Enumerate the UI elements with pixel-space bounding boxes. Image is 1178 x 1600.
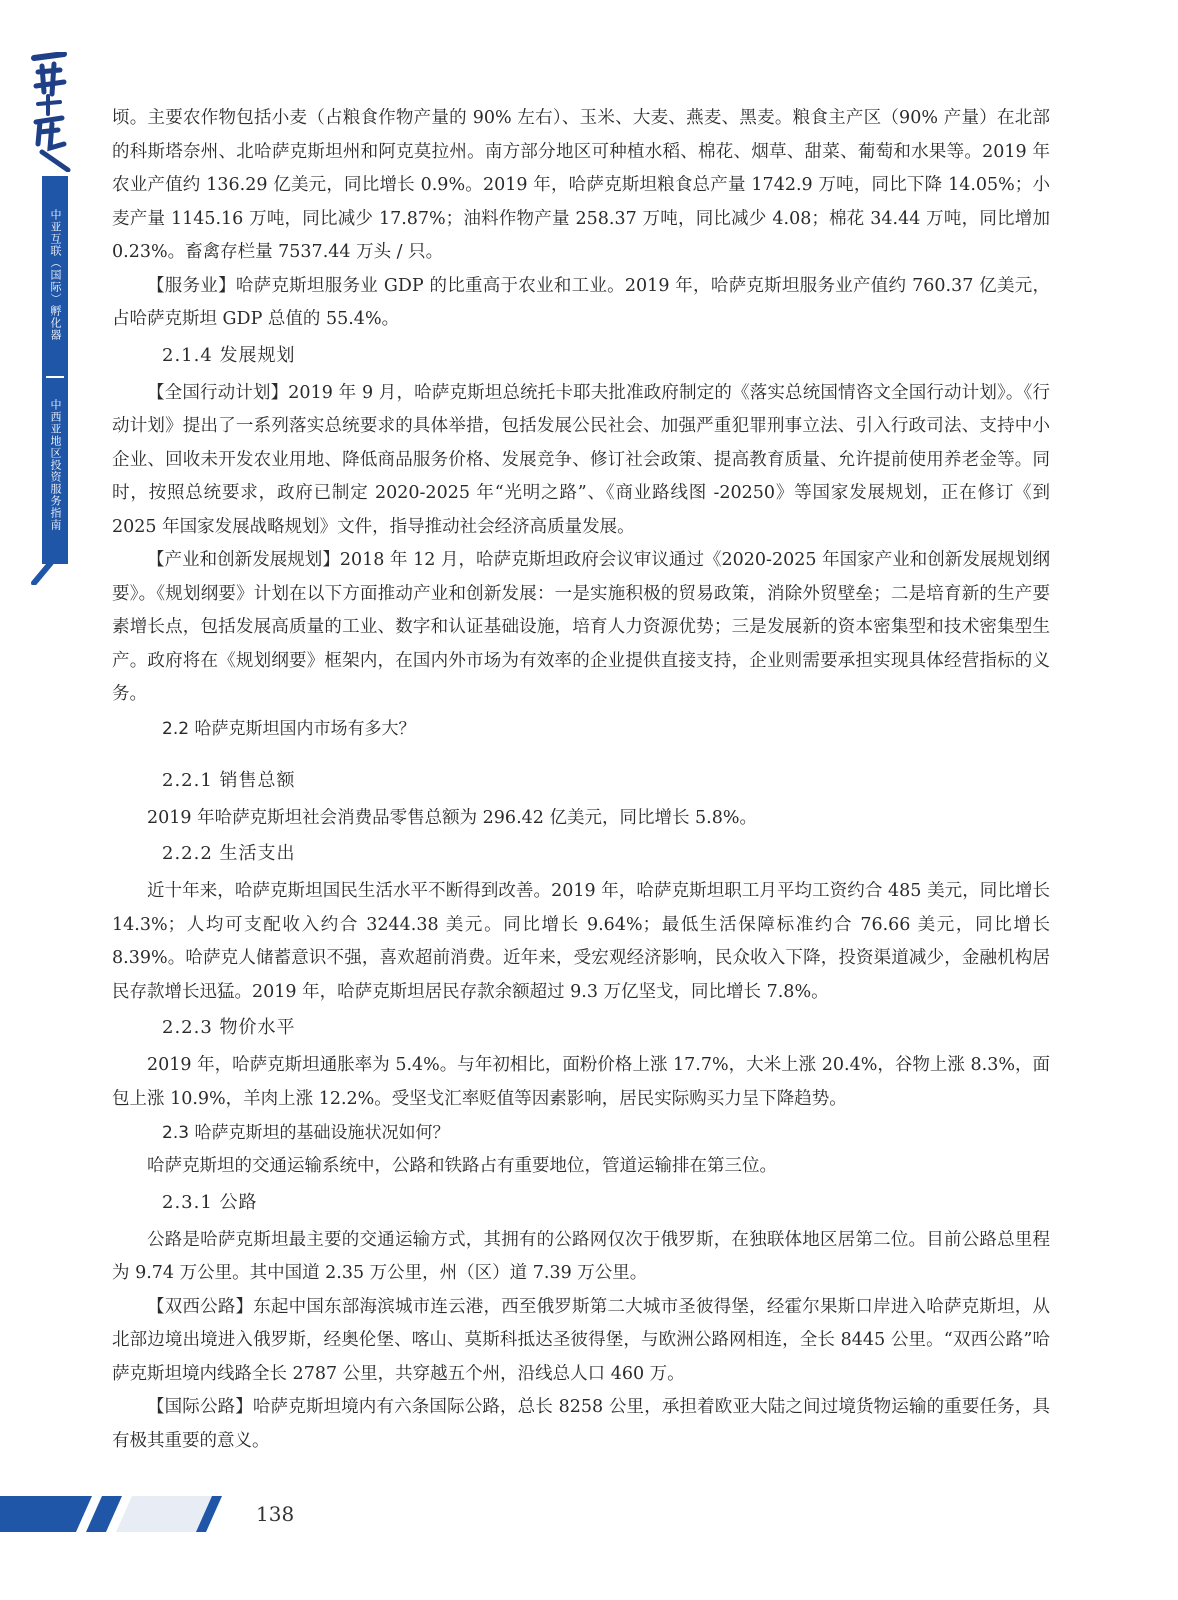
sidebar-blue-band (42, 176, 68, 564)
paragraph-industry-innovation: 【产业和创新发展规划】2018 年 12 月，哈萨克斯坦政府会议审议通过《2020-2025 年国家产业和创新发展规划纲要》。《规划纲要》计划在以下方面推动产业和创新发展：一是实施积极的贸易政策，消除外贸壁垒；二是培育新的生产要素增长点，包括发展高质量的工业、数字和认证基础设施，培育人力资源优势；三是发展新的资本密集型和技术密集型生产。政府将在《规划纲要》框架内，在国内外市场为有效率的企业提供直接支持，企业则需要承担实现具体经营指标的义务。 (112, 550, 1050, 704)
sidebar-label-bottom: 中西亚地区投资服务指南 (49, 399, 62, 531)
paragraph-international-roads: 【国际公路】哈萨克斯坦境内有六条国际公路，总长 8258 公里，承担着欧亚大陆之间过境货物运输的重要任务，具有极其重要的意义。 (112, 1397, 1050, 1451)
paragraph-agriculture: 顷。主要农作物包括小麦（占粮食作物产量的 90% 左右）、玉米、大麦、燕麦、黑麦。粮食主产区（90% 产量）在北部的科斯塔奈州、北哈萨克斯坦州和阿克莫拉州。南方部分地区可种植水稻、棉花、烟草、甜菜、葡萄和水果等。2019 年农业产值约 136.29 亿美元，同比增长 0.9%。2019 年，哈萨克斯坦粮食总产量 1742.9 万吨，同比下降 14.05%；小麦产量 1145.16 万吨，同比减少 17.87%；油料作物产量 258.37 万吨，同比减少 4.08；棉花 34.44 万吨，同比增加 0.23%。畜禽存栏量 7537.44 万头 / 只。 (112, 108, 1050, 262)
paragraph-transport-intro: 哈萨克斯坦的交通运输系统中，公路和铁路占有重要地位，管道运输排在第三位。 (147, 1156, 777, 1176)
heading-2-2-3: 2.2.3 物价水平 (162, 1017, 296, 1038)
paragraph-living-expenses: 近十年来，哈萨克斯坦国民生活水平不断得到改善。2019 年，哈萨克斯坦职工月平均工资约合 485 美元，同比增长 14.3%；人均可支配收入约合 3244.38 美元。同比增长 9.64%；最低生活保障标准约合 76.66 美元，同比增长 8.39%。哈萨克人储蓄意识不强，喜欢超前消费。近年来，受宏观经济影响，民众收入下降，投资渠道减少，金融机构居民存款增长迅猛。2019 年，哈萨克斯坦居民存款余额超过 9.3 万亿坚戈，同比增长 7.8%。 (112, 881, 1050, 1002)
sidebar (0, 0, 76, 620)
heading-2-2-1: 2.2.1 销售总额 (162, 769, 296, 791)
page-content (112, 102, 1050, 1458)
paragraph-services: 【服务业】哈萨克斯坦服务业 GDP 的比重高于农业和工业。2019 年，哈萨克斯坦服务业产值约 760.37 亿美元，占哈萨克斯坦 GDP 总值的 55.4%。 (112, 275, 1050, 329)
paragraph-roads: 公路是哈萨克斯坦最主要的交通运输方式，其拥有的公路网仅次于俄罗斯，在独联体地区居第二位。目前公路总里程为 9.74 万公里。其中国道 2.35 万公里，州（区）道 7.39 万公里。 (112, 1229, 1050, 1283)
paragraph-price-level: 2019 年，哈萨克斯坦通胀率为 5.4%。与年初相比，面粉价格上涨 17.7%，大米上涨 20.4%，谷物上涨 8.3%，面包上涨 10.9%，羊肉上涨 12.2%。受坚戈汇率贬值等因素影响，居民实际购买力呈下降趋势。 (112, 1055, 1050, 1109)
heading-2-3: 2.3 哈萨克斯坦的基础设施状况如何？ (162, 1123, 450, 1143)
page-number: 138 (256, 1502, 295, 1526)
paragraph-national-action-plan: 【全国行动计划】2019 年 9 月，哈萨克斯坦总统托卡耶夫批准政府制定的《落实总统国情咨文全国行动计划》。《行动计划》提出了一系列落实总统要求的具体举措，包括发展公民社会、加强严重犯罪刑事立法、引入行政司法、支持中小企业、回收未开发农业用地、降低商品服务价格、发展竞争、修订社会政策、提高教育质量、允许提前使用养老金等。同时，按照总统要求，政府已制定 2020-2025 年“光明之路”、《商业路线图 -20250》等国家发展规划，正在修订《到 2025 年国家发展战略规划》文件，指导推动社会经济高质量发展。 (112, 382, 1050, 537)
sidebar-slash-icon (30, 545, 66, 585)
paragraph-retail-sales: 2019 年哈萨克斯坦社会消费品零售总额为 296.42 亿美元，同比增长 5.8%。 (147, 807, 757, 828)
paragraph-double-west-highway: 【双西公路】东起中国东部海滨城市连云港，西至俄罗斯第二大城市圣彼得堡，经霍尔果斯口岸进入哈萨克斯坦，从北部边境出境进入俄罗斯，经奥伦堡、喀山、莫斯科抵达圣彼得堡，与欧洲公路网相连，全长 8445 公里。“双西公路”哈萨克斯坦境内线路全长 2787 公里，共穿越五个州，沿线总人口 460 万。 (112, 1296, 1050, 1384)
belt-road-logo-icon (28, 52, 74, 172)
footer-stripe-icon (0, 1496, 230, 1536)
sidebar-label-top: 中亚互联（国际）孵化器 (49, 209, 62, 341)
heading-2-3-1: 2.3.1 公路 (162, 1191, 258, 1213)
page-footer (0, 1488, 1178, 1548)
heading-2-1-4: 2.1.4 发展规划 (162, 344, 296, 366)
heading-2-2: 2.2 哈萨克斯坦国内市场有多大？ (162, 718, 416, 739)
sidebar-divider (46, 376, 64, 378)
heading-2-2-2: 2.2.2 生活支出 (162, 843, 296, 864)
